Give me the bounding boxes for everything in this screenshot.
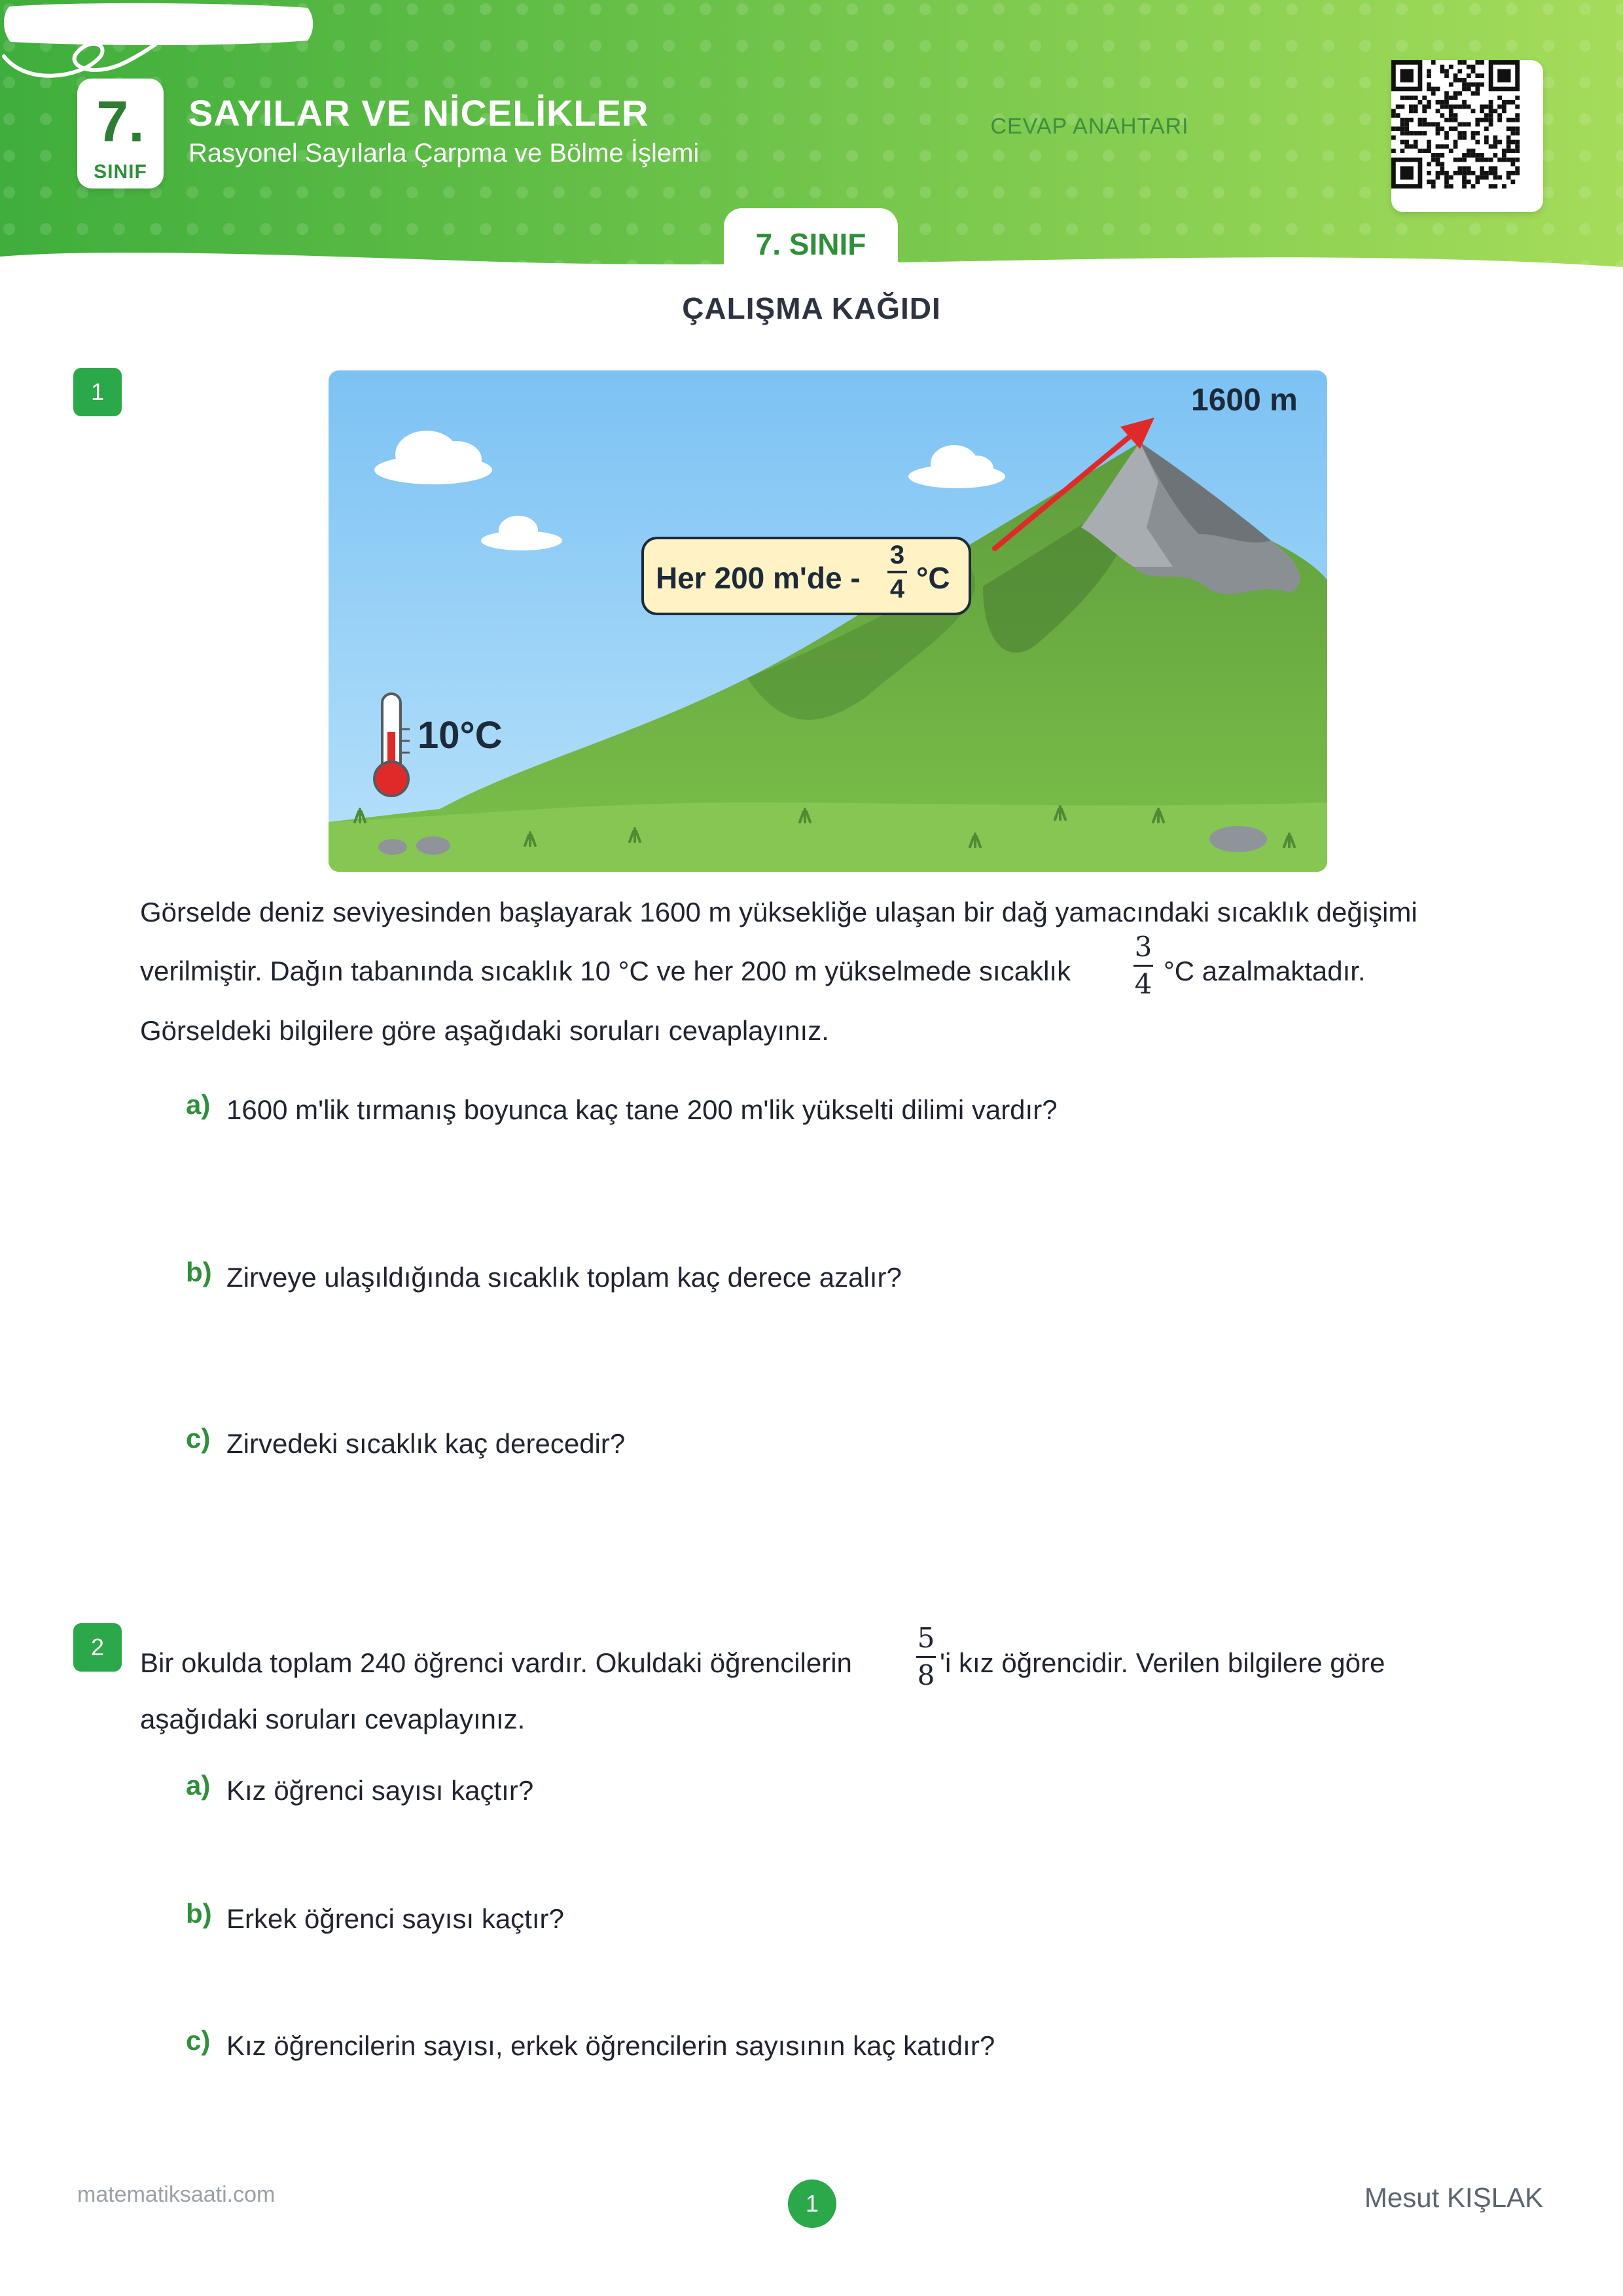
qr-code-icon — [1391, 60, 1520, 188]
fraction-bar — [887, 571, 907, 573]
q2-fraction-numerator: 5 — [917, 1622, 935, 1654]
sheet-title: ÇALIŞMA KAĞIDI — [682, 291, 941, 325]
q2-item-a-letter: a) — [186, 1770, 211, 1801]
class-tab — [724, 208, 898, 271]
q2-item-b-letter: b) — [186, 1898, 212, 1929]
fraction-bar — [1133, 965, 1153, 967]
q2-text-line-2: aşağıdaki soruları cevaplayınız. — [140, 1704, 526, 1734]
q1-fraction — [1133, 933, 1153, 998]
q1-item-b-letter: b) — [186, 1257, 212, 1287]
q1-fraction-denominator: 4 — [1134, 968, 1152, 1000]
qr-code[interactable] — [1391, 60, 1543, 212]
arrow-swoosh-icon — [0, 0, 196, 92]
rate-unit: °C — [916, 561, 950, 595]
rate-fraction — [887, 542, 907, 602]
question-2-badge: 2 — [73, 1623, 122, 1672]
q1-item-c-text: Zirvedeki sıcaklık kaç derecedir? — [226, 1428, 626, 1459]
q1-item-b-text: Zirveye ulaşıldığında sıcaklık toplam kaç derece azalır? — [226, 1262, 902, 1293]
q1-text-line-2-end: °C azalmaktadır. — [1164, 956, 1366, 986]
peak-height-label: 1600 m — [1191, 383, 1298, 418]
q1-item-a-text: 1600 m'lik tırmanış boyunca kaç tane 200 m'lik yükselti dilimi vardır? — [226, 1094, 1058, 1125]
grade-badge — [77, 79, 164, 188]
q2-item-c-text: Kız öğrencilerin sayısı, erkek öğrencilerin sayısının kaç katıdır? — [226, 2030, 995, 2061]
fraction-bar — [916, 1656, 936, 1658]
unit-subtitle: Rasyonel Sayılarla Çarpma ve Bölme İşlemi — [188, 139, 700, 168]
q2-fraction-denominator: 8 — [917, 1659, 935, 1691]
q1-text-line-1: Görselde deniz seviyesinden başlayarak 1600 m yüksekliğe ulaşan bir dağ yamacındaki sıcaklık değişimi — [140, 897, 1418, 927]
q2-item-a-text: Kız öğrenci sayısı kaçtır? — [226, 1775, 534, 1806]
question-1-badge: 1 — [73, 368, 122, 416]
q1-item-a-letter: a) — [186, 1089, 211, 1120]
answer-key-link[interactable]: CEVAP ANAHTARI — [990, 114, 1189, 139]
q2-text-line-1-end: 'i kız öğrencidir. Verilen bilgilere göre — [940, 1647, 1385, 1678]
unit-title: SAYILAR VE NİCELİKLER — [188, 92, 649, 134]
mountain-illustration — [329, 370, 1327, 872]
q1-item-c-letter: c) — [186, 1423, 211, 1454]
page-header — [0, 0, 1623, 275]
q1-text-line-3: Görseldeki bilgilere göre aşağıdaki soruları cevaplayınız. — [140, 1015, 829, 1046]
rate-label-prefix: Her 200 m'de - — [656, 561, 861, 595]
class-tab-label: 7. SINIF — [755, 227, 866, 261]
rate-numerator: 3 — [889, 541, 905, 569]
q2-item-b-text: Erkek öğrenci sayısı kaçtır? — [226, 1903, 564, 1934]
q2-fraction — [916, 1624, 936, 1689]
page-number: 1 — [788, 2179, 836, 2228]
q2-text-line-1: Bir okulda toplam 240 öğrenci vardır. Okuldaki öğrencilerin — [140, 1647, 852, 1678]
q1-text-line-2: verilmiştir. Dağın tabanında sıcaklık 10 °C ve her 200 m yükselmede sıcaklık — [140, 956, 1071, 986]
rate-denominator: 4 — [889, 575, 905, 603]
footer-site-link[interactable]: matematiksaati.com — [77, 2182, 276, 2207]
base-temperature-label: 10°C — [418, 714, 503, 757]
q2-item-c-letter: c) — [186, 2025, 211, 2056]
q1-fraction-numerator: 3 — [1134, 931, 1152, 963]
grade-number: 7. — [96, 89, 145, 154]
footer-author: Mesut KIŞLAK — [1364, 2182, 1543, 2213]
grade-label: SINIF — [94, 161, 147, 183]
